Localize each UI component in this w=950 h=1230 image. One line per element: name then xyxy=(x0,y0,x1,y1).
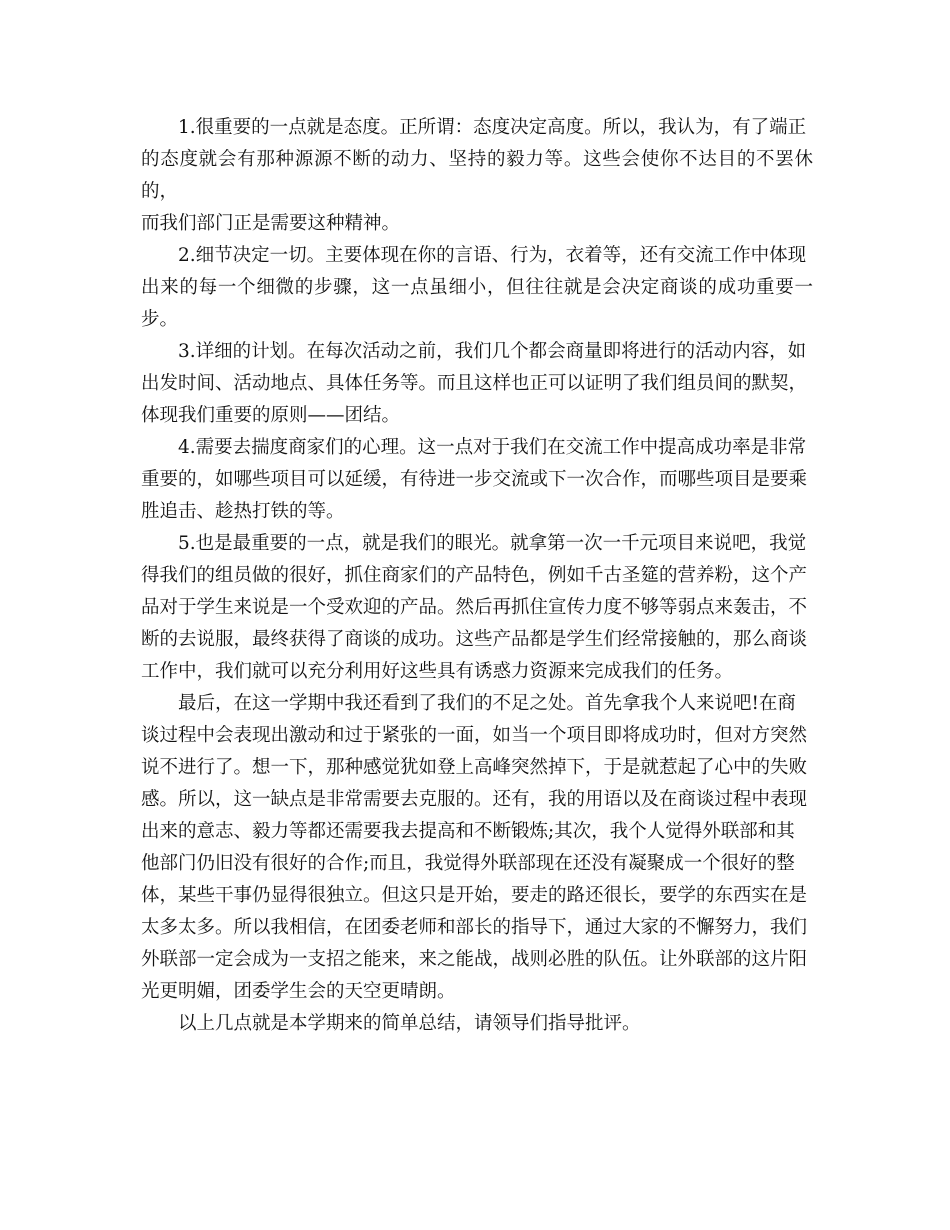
paragraph-vision: 5.也是最重要的一点，就是我们的眼光。就拿第一次一千元项目来说吧，我觉 得我们的组员做的很好，抓住商家们的产品特色，例如千古圣筵的营养粉，这个产 品对于学生来说是一个受欢迎的产品。然后再抓住宣传力度不够等弱点来轰击，不 断的去说服，最终获得了商谈的成功。这些产品都是学生们经常接触的，那么商谈 工作中，我们就可以充分利用好这些具有诱惑力资源来完成我们的任务。 xyxy=(141,533,808,682)
paragraph-details: 2.细节决定一切。主要体现在你的言语、行为，衣着等，还有交流工作中体现 出来的每一个细微的步骤，这一点虽细小，但往往就是会决定商谈的成功重要一步。 xyxy=(141,245,813,330)
paragraph-psychology: 4.需要去揣度商家们的心理。这一点对于我们在交流工作中提高成功率是非常 重要的，如哪些项目可以延缓，有待进一步交流或下一次合作，而哪些项目是要乘 胜追击、趁热打铁的等。 xyxy=(141,437,808,522)
paragraph-plan: 3.详细的计划。在每次活动之前，我们几个都会商量即将进行的活动内容，如 出发时间、活动地点、具体任务等。而且这样也正可以证明了我们组员间的默契， 体现我们重要的原则——团结。 xyxy=(141,341,808,426)
paragraph-shortcomings: 最后，在这一学期中我还看到了我们的不足之处。首先拿我个人来说吧!在商 谈过程中会表现出激动和过于紧张的一面，如当一个项目即将成功时，但对方突然 说不进行了。想一下，那种感觉犹如登上高峰突然掉下，于是就惹起了心中的失败 感。所以，这一缺点是非常需要去克服的。还有，我的用语以及在商谈过程中表现 出来的意志、毅力等都还需要我去提高和不断锻炼;其次，我个人觉得外联部和其 他部门仍旧没有很好的合作;而且，我觉得外联部现在还没有凝聚成一个很好的整 体，某些干事仍显得很独立。但这只是开始，要走的路还很长，要学的东西实在是 太多太多。所以我相信，在团委老师和部长的指导下，通过大家的不懈努力，我们 外联部一定会成为一支招之能来，来之能战，战则必胜的队伍。让外联部的这片阳 光更明媚，团委学生会的天空更晴朗。 xyxy=(141,693,808,1002)
document-body xyxy=(141,112,813,1040)
paragraph-closing: 以上几点就是本学期来的简单总结，请领导们指导批评。 xyxy=(178,1013,641,1034)
paragraph-attitude: 1.很重要的一点就是态度。正所谓：态度决定高度。所以，我认为，有了端正 的态度就会有那种源源不断的动力、坚持的毅力等。这些会使你不达目的不罢休的， 而我们部门正是需要这种精神。 xyxy=(141,117,813,234)
